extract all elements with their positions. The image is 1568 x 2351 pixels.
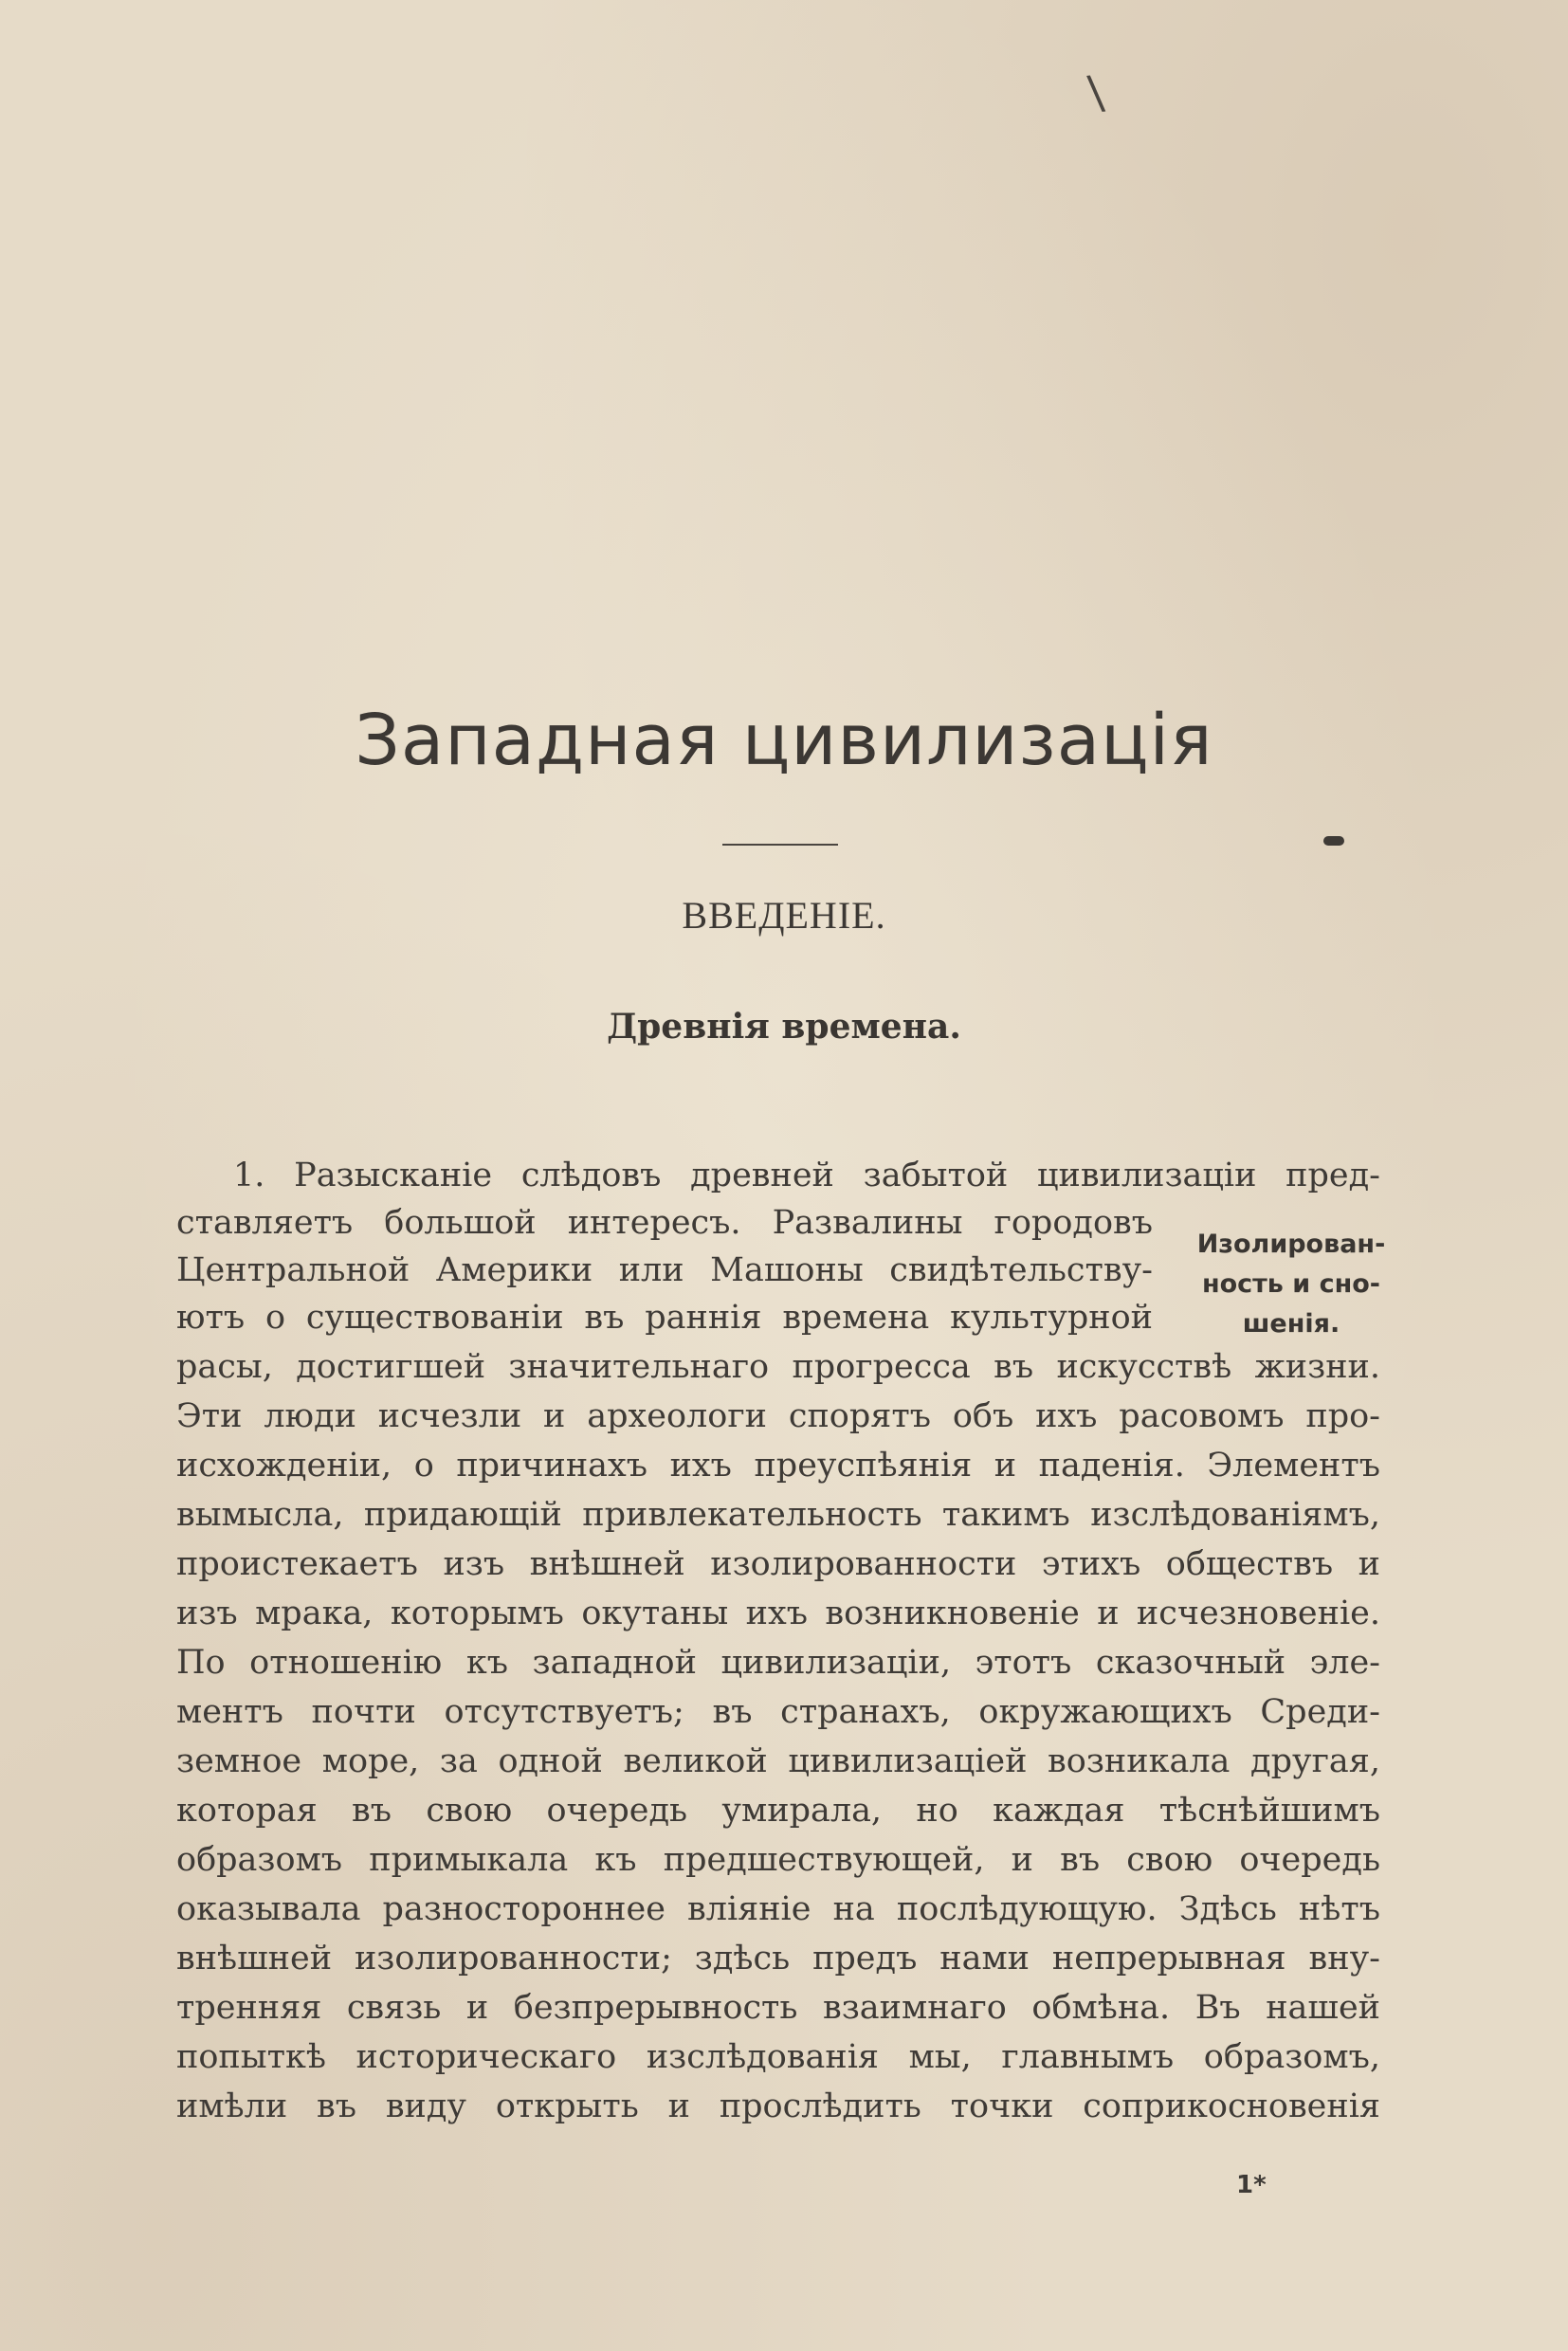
paragraph-line: внѣшней изолированности; здѣсь предъ нами непрерывная вну- <box>176 1940 1380 1977</box>
paragraph-line: земное море, за одной великой цивилизаціей возникала другая, <box>176 1742 1380 1780</box>
ink-mark <box>1323 836 1344 846</box>
margin-note <box>1196 1225 1386 1344</box>
corner-pen-mark: \ <box>1085 65 1107 120</box>
paragraph-line: изъ мрака, которымъ окутаны ихъ возникновеніе и исчезновеніе. <box>176 1595 1380 1632</box>
paragraph-line: расы, достигшей значительнаго прогресса въ искусствѣ жизни. <box>176 1348 1380 1386</box>
paragraph-line: По отношенію къ западной цивилизаціи, этотъ сказочный эле- <box>176 1644 1380 1682</box>
paragraph-line: которая въ свою очередь умирала, но каждая тѣснѣйшимъ <box>176 1792 1380 1830</box>
paragraph-line: Центральной Америки или Машоны свидѣтельству- <box>176 1251 1153 1289</box>
paragraph-line: вымысла, придающій привлекательность такимъ изслѣдованіямъ, <box>176 1496 1380 1534</box>
paragraph-line: ментъ почти отсутствуетъ; въ странахъ, окружающихъ Среди- <box>176 1693 1380 1731</box>
introduction-heading: ВВЕДЕНІЕ. <box>682 894 886 937</box>
margin-note-line: шенія. <box>1242 1309 1340 1339</box>
paragraph-line: оказывала разностороннее вліяніе на послѣдующую. Здѣсь нѣтъ <box>176 1890 1380 1928</box>
paragraph-line: исхожденіи, о причинахъ ихъ преуспѣянія и паденія. Элементъ <box>176 1447 1380 1485</box>
title-divider <box>722 844 838 846</box>
margin-note-line: Изолирован- <box>1196 1230 1386 1259</box>
paragraph-line: имѣли въ виду открыть и прослѣдить точки соприкосновенія <box>176 2087 1380 2125</box>
margin-note-line: ность и сно- <box>1201 1269 1381 1299</box>
paragraph-line: образомъ примыкала къ предшествующей, и въ свою очередь <box>176 1841 1380 1879</box>
page-title: Западная цивилизація <box>355 700 1213 781</box>
paragraph-line: попыткѣ историческаго изслѣдованія мы, главнымъ образомъ, <box>176 2038 1380 2076</box>
paragraph-line: ютъ о существованіи въ раннія времена культурной <box>176 1299 1153 1337</box>
paragraph-line: тренняя связь и безпрерывность взаимнаго обмѣна. Въ нашей <box>176 1989 1380 2027</box>
paragraph-line: проистекаетъ изъ внѣшней изолированности этихъ обществъ и <box>176 1545 1380 1583</box>
page-number: 1* <box>1236 2171 1267 2199</box>
paragraph-line: 1. Разысканіе слѣдовъ древней забытой цивилизаціи пред- <box>233 1157 1380 1194</box>
paragraph-line: ставляетъ большой интересъ. Развалины городовъ <box>176 1204 1153 1242</box>
paragraph-line: Эти люди исчезли и археологи спорятъ объ ихъ расовомъ про- <box>176 1397 1380 1435</box>
section-heading: Древнія времена. <box>607 1007 961 1047</box>
